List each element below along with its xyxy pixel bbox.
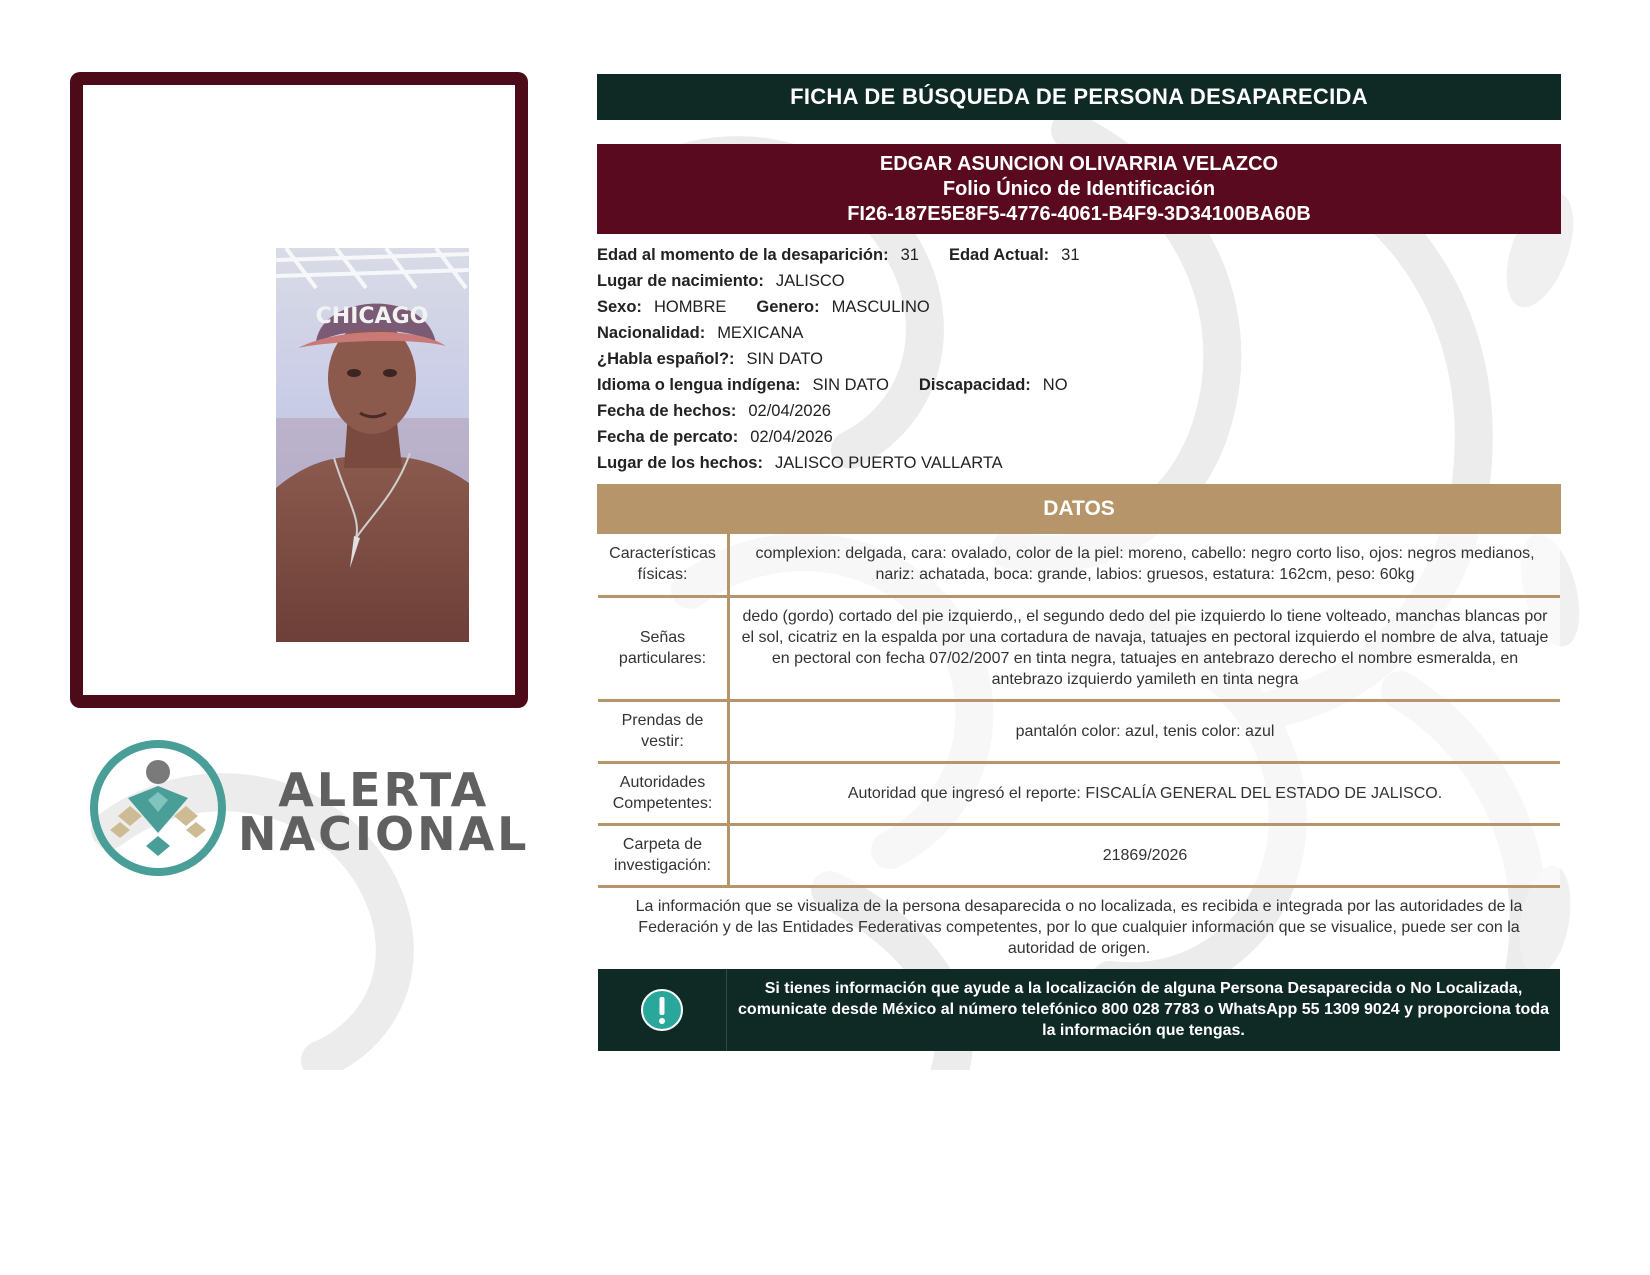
genero-label: Genero: <box>756 298 820 316</box>
habla-value: SIN DATO <box>746 350 823 368</box>
alerta-nacional-logo <box>88 738 530 883</box>
info-row-nacionalidad <box>597 320 1561 346</box>
fecha-percato-label: Fecha de percato: <box>597 428 739 446</box>
lugar-nacimiento-value: JALISCO <box>775 272 845 290</box>
table-row <box>598 534 1560 596</box>
discapacidad-label: Discapacidad: <box>918 376 1031 394</box>
exclamation-icon <box>640 988 684 1032</box>
nacionalidad-value: MEXICANA <box>717 324 804 342</box>
info-row-fecha-hechos <box>597 398 1561 424</box>
logo-line-2: NACIONAL <box>238 807 530 861</box>
folio-value: FI26-187E5E8F5-4776-4061-B4F9-3D34100BA60B <box>847 203 1311 225</box>
info-row-lugar-nacimiento <box>597 268 1561 294</box>
info-row-habla <box>597 346 1561 372</box>
sexo-value: HOMBRE <box>653 298 727 316</box>
sexo-label: Sexo: <box>597 298 642 316</box>
photo-frame <box>70 72 528 708</box>
alert-text: Si tienes información que ayude a la localización de alguna Persona Desaparecida o No Localizada, comunicate desde México al número telefónico 800 028 7783 o WhatsApp 55 1309 9024 y proporciona toda la información que tengas. <box>738 980 1549 1039</box>
info-row-lugar-hechos <box>597 450 1561 476</box>
info-row-idioma <box>597 372 1561 398</box>
lugar-nacimiento-label: Lugar de nacimiento: <box>597 272 764 290</box>
nacionalidad-label: Nacionalidad: <box>597 324 706 342</box>
discapacidad-value: NO <box>1042 376 1068 394</box>
lugar-hechos-value: JALISCO PUERTO VALLARTA <box>774 454 1003 472</box>
right-column <box>597 74 1561 1051</box>
fecha-percato-value: 02/04/2026 <box>750 428 833 446</box>
idioma-label: Idioma o lengua indígena: <box>597 376 801 394</box>
name-box <box>597 144 1561 234</box>
autoridades-label: Autoridades Competentes: <box>598 762 729 824</box>
person-photo-illustration <box>276 248 469 642</box>
table-row <box>598 762 1560 824</box>
edad-desaparicion-value: 31 <box>900 246 919 264</box>
page-title: FICHA DE BÚSQUEDA DE PERSONA DESAPARECIDA <box>597 74 1561 120</box>
info-row-fecha-percato <box>597 424 1561 450</box>
genero-value: MASCULINO <box>831 298 930 316</box>
caracteristicas-label: Características físicas: <box>598 534 729 596</box>
info-row-sexo <box>597 294 1561 320</box>
disclaimer-text: La información que se visualiza de la persona desaparecida o no localizada, es recibida e integrada por las autoridades de la Federación y de las Entidades Federativas competentes, por lo que cualquier información que se visualice, puede ser con la autoridad de origen. <box>635 897 1523 957</box>
datos-heading: DATOS <box>597 484 1561 534</box>
person-photo <box>276 248 469 642</box>
person-name: EDGAR ASUNCION OLIVARRIA VELAZCO <box>879 153 1279 175</box>
lugar-hechos-label: Lugar de los hechos: <box>597 454 763 472</box>
table-row <box>598 700 1560 762</box>
datos-table <box>598 534 1560 888</box>
folio-label: Folio Único de Identificación <box>942 178 1216 200</box>
idioma-value: SIN DATO <box>812 376 889 394</box>
table-row <box>598 596 1560 700</box>
prendas-value: pantalón color: azul, tenis color: azul <box>729 700 1561 762</box>
caracteristicas-value: complexion: delgada, cara: ovalado, color de la piel: moreno, cabello: negro corto liso, ojos: negros medianos, nariz: achatada, boca: grande, labios: gruesos, estatura: 162cm, peso: 60kg <box>729 534 1561 596</box>
table-row <box>598 824 1560 886</box>
senas-value: dedo (gordo) cortado del pie izquierdo,, el segundo dedo del pie izquierdo lo tiene volteado, manchas blancas por el sol, cicatriz en la espalda por una cortadura de navaja, tatuajes en pectoral izquierdo el nombre de alva, tatuaje en pectoral con fecha 07/02/2007 en tinta negra, tatuajes en antebrazo derecho el nombre esmeralda, en antebrazo izquierdo yamileth en tinta negra <box>729 596 1561 700</box>
edad-actual-value: 31 <box>1061 246 1080 264</box>
fecha-hechos-value: 02/04/2026 <box>748 402 831 420</box>
carpeta-label: Carpeta de investigación: <box>598 824 729 886</box>
alert-banner <box>598 969 1560 1051</box>
edad-actual-label: Edad Actual: <box>948 246 1050 264</box>
fecha-hechos-label: Fecha de hechos: <box>597 402 737 420</box>
carpeta-value: 21869/2026 <box>729 824 1561 886</box>
logo-wordmark <box>238 763 530 861</box>
info-row-edad <box>597 242 1561 268</box>
senas-label: Señas particulares: <box>598 596 729 700</box>
prendas-label: Prendas de vestir: <box>598 700 729 762</box>
svg-text:CHICAGO: CHICAGO <box>315 304 429 329</box>
alert-icon-cell <box>598 969 727 1051</box>
alerta-nacional-emblem <box>88 738 228 878</box>
autoridades-value: Autoridad que ingresó el reporte: FISCALÍA GENERAL DEL ESTADO DE JALISCO. <box>729 762 1561 824</box>
info-section <box>597 242 1561 476</box>
habla-label: ¿Habla español?: <box>597 350 735 368</box>
edad-desaparicion-label: Edad al momento de la desaparición: <box>597 246 889 264</box>
logo-line-1: ALERTA <box>278 763 490 817</box>
